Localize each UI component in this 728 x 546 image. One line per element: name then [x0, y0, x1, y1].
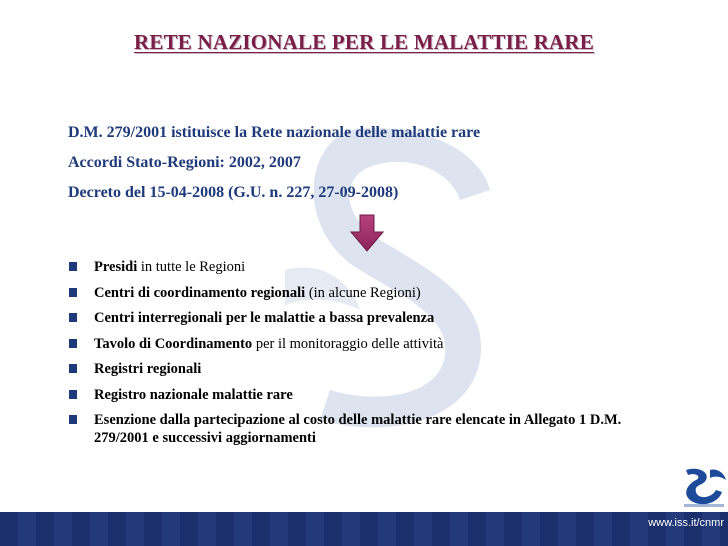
square-bullet-icon	[69, 313, 77, 322]
intro-block	[68, 118, 480, 208]
bullet-bold-text: Esenzione dalla partecipazione al costo delle malattie rare elencate in Allegato 1 D.M. 279/2001 e successivi aggiornamenti	[94, 412, 622, 446]
bullet-bold-text: Registro nazionale malattie rare	[94, 386, 293, 403]
page-title: RETE NAZIONALE PER LE MALATTIE RARE	[134, 30, 594, 54]
square-bullet-icon	[69, 364, 77, 373]
bullet-text: per il monitoraggio delle attività	[252, 335, 444, 352]
intro-line-accordi: Accordi Stato-Regioni: 2002, 2007	[68, 154, 301, 171]
list-item	[68, 284, 648, 302]
list-item	[68, 411, 648, 447]
list-item	[68, 360, 648, 378]
intro-line-dm: D.M. 279/2001 istituisce la Rete nazionale delle malattie rare	[68, 124, 481, 141]
bullet-bold-text: Centri interregionali per le malattie a bassa prevalenza	[94, 310, 435, 326]
bullet-list	[68, 258, 648, 455]
list-item	[68, 335, 648, 353]
down-arrow-icon	[350, 214, 384, 252]
list-item	[68, 309, 648, 327]
bullet-text: in tutte le Regioni	[137, 259, 246, 275]
bullet-bold-text: Presidi	[94, 259, 138, 275]
square-bullet-icon	[69, 262, 77, 271]
bullet-bold-text: Registri regionali	[94, 361, 202, 377]
bullet-text: (in alcune Regioni)	[305, 284, 421, 301]
footer-url: www.iss.it/cnmr	[648, 517, 724, 529]
square-bullet-icon	[69, 288, 77, 297]
intro-line-decreto: Decreto del 15-04-2008 (G.U. n. 227, 27-09-2008)	[68, 184, 399, 201]
square-bullet-icon	[69, 390, 77, 399]
list-item	[68, 386, 648, 404]
square-bullet-icon	[69, 339, 77, 348]
bullet-bold-text: Tavolo di Coordinamento	[94, 335, 253, 352]
list-item	[68, 258, 648, 276]
bullet-bold-text: Centri di coordinamento regionali	[94, 284, 306, 301]
square-bullet-icon	[69, 415, 77, 424]
iss-logo-icon	[676, 466, 728, 510]
footer-bar	[0, 512, 728, 546]
